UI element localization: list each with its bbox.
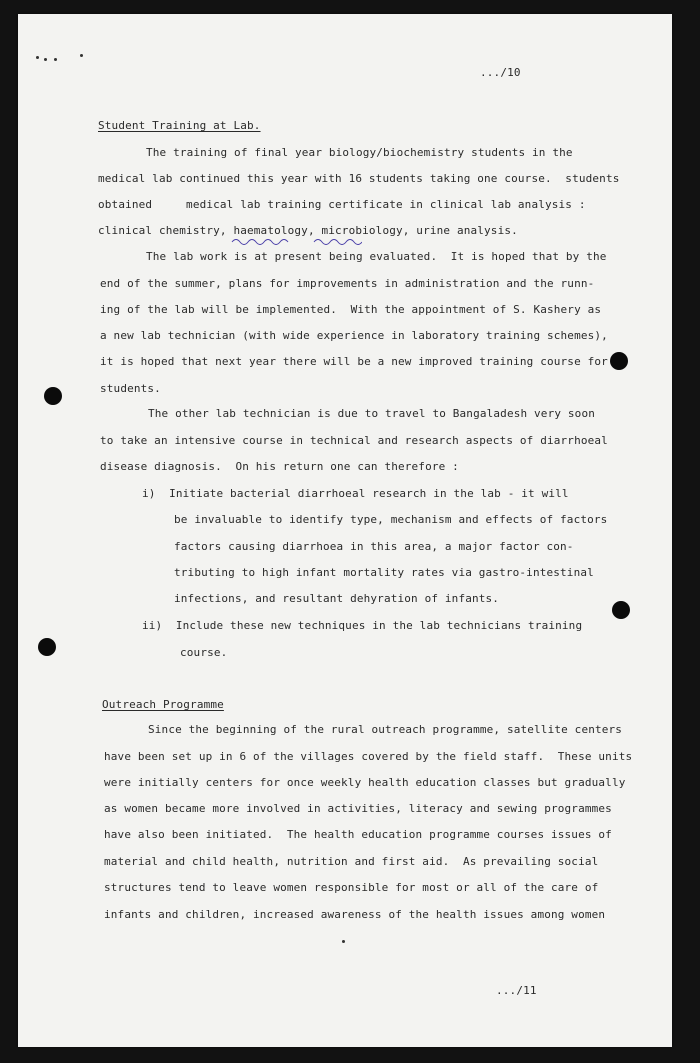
paragraph-line: The other lab technician is due to travel to Bangaladesh very soon bbox=[148, 407, 595, 420]
punch-hole bbox=[610, 352, 628, 370]
paragraph-line: were initially centers for once weekly health education classes but gradually bbox=[104, 776, 626, 789]
paragraph-line: ing of the lab will be implemented. With the appointment of S. Kashery as bbox=[100, 303, 602, 316]
page-ref-top: .../10 bbox=[480, 66, 521, 79]
paragraph-line: Since the beginning of the rural outreach programme, satellite centers bbox=[148, 723, 623, 736]
page-ref-bottom: .../11 bbox=[496, 984, 537, 997]
paragraph-line: a new lab technician (with wide experience in laboratory training schemes), bbox=[100, 329, 608, 342]
paragraph-line: obtained medical lab training certificate in clinical lab analysis : bbox=[98, 198, 586, 211]
list-item-continuation: factors causing diarrhoea in this area, a major factor con- bbox=[174, 540, 574, 553]
paragraph-line: as women became more involved in activities, literacy and sewing programmes bbox=[104, 802, 612, 815]
paragraph-line: The lab work is at present being evaluated. It is hoped that by the bbox=[146, 250, 607, 263]
paragraph-line: end of the summer, plans for improvements in administration and the runn- bbox=[100, 277, 595, 290]
paragraph-line: students. bbox=[100, 382, 161, 395]
speck bbox=[44, 58, 47, 61]
paragraph-line: infants and children, increased awareness of the health issues among women bbox=[104, 908, 606, 921]
paragraph-line: medical lab continued this year with 16 students taking one course. students bbox=[98, 172, 620, 185]
paragraph-line: to take an intensive course in technical and research aspects of diarrhoeal bbox=[100, 434, 608, 447]
paragraph-line: material and child health, nutrition and first aid. As prevailing social bbox=[104, 855, 599, 868]
list-item: i) Initiate bacterial diarrhoeal research in the lab - it will bbox=[142, 487, 569, 500]
paragraph-line: have been set up in 6 of the villages covered by the field staff. These units bbox=[104, 750, 633, 763]
paragraph-line: structures tend to leave women responsible for most or all of the care of bbox=[104, 881, 599, 894]
speck bbox=[36, 56, 39, 59]
paragraph-line: The training of final year biology/biochemistry students in the bbox=[146, 146, 573, 159]
speck bbox=[80, 54, 83, 57]
paragraph-line: it is hoped that next year there will be a new improved training course for bbox=[100, 355, 608, 368]
paragraph-line: clinical chemistry, haematology, microbiology, urine analysis. bbox=[98, 224, 518, 237]
punch-hole bbox=[44, 387, 62, 405]
punch-hole bbox=[612, 601, 630, 619]
paragraph-line: disease diagnosis. On his return one can therefore : bbox=[100, 460, 459, 473]
section-heading-student-training: Student Training at Lab. bbox=[98, 119, 261, 132]
list-item-continuation: infections, and resultant dehyration of infants. bbox=[174, 592, 500, 605]
speck bbox=[342, 940, 345, 943]
list-item-continuation: course. bbox=[180, 646, 228, 659]
section-heading-outreach: Outreach Programme bbox=[102, 698, 224, 711]
paragraph-line: have also been initiated. The health education programme courses issues of bbox=[104, 828, 612, 841]
list-item-continuation: tributing to high infant mortality rates via gastro-intestinal bbox=[174, 566, 594, 579]
list-item: ii) Include these new techniques in the lab technicians training bbox=[142, 619, 583, 632]
punch-hole bbox=[38, 638, 56, 656]
handwritten-squiggle-mark bbox=[230, 236, 362, 246]
speck bbox=[54, 58, 57, 61]
list-item-continuation: be invaluable to identify type, mechanism and effects of factors bbox=[174, 513, 608, 526]
